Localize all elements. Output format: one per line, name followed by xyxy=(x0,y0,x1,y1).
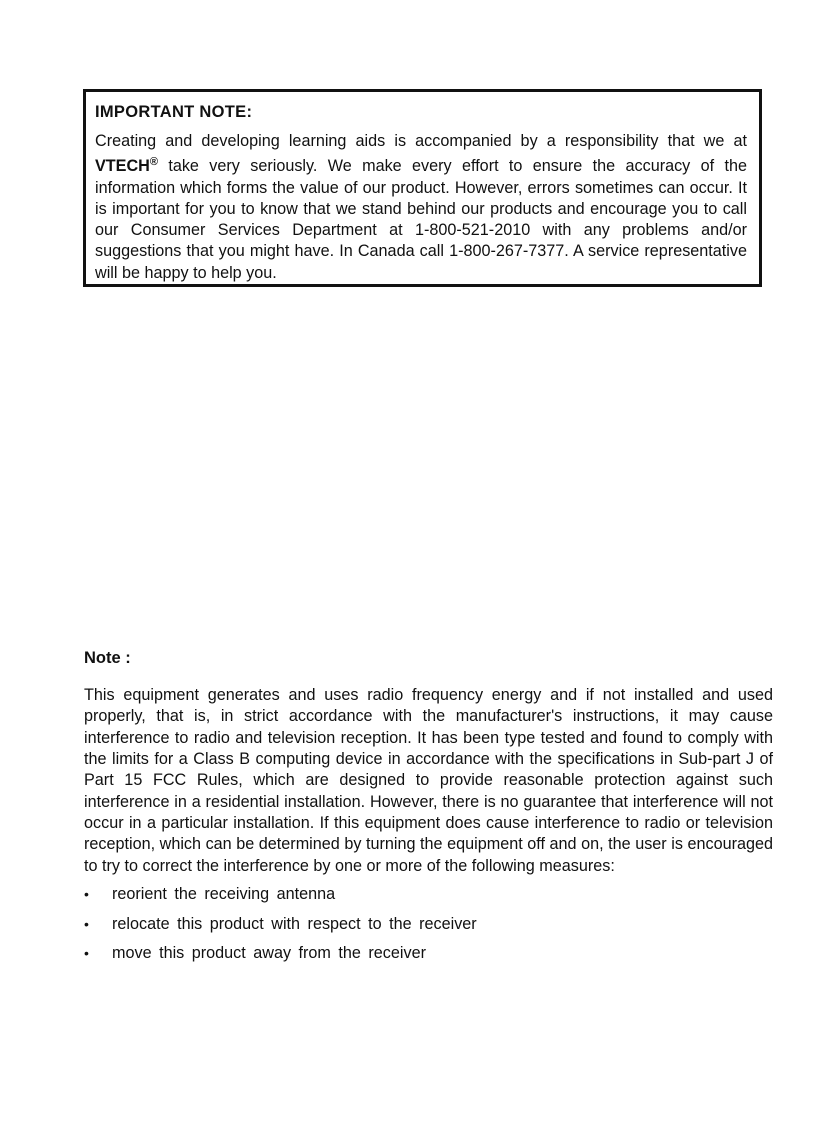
list-item xyxy=(84,910,773,939)
bullet-icon: • xyxy=(84,886,89,903)
bullet-icon: • xyxy=(84,944,89,961)
important-note-title: IMPORTANT NOTE: xyxy=(95,103,253,121)
fcc-note-body: This equipment generates and uses radio frequency energy and if not installed and used properly, that is, in strict accordance with the manufacturer's instructions, it may cause interference to radio and television reception. It has been type tested and found to comply with the limits for a Class B computing device in accordance with the specifications in Sub-part J of Part 15 FCC Rules, which are designed to provide reasonable protection against such interference in a residential installation. However, there is no guarantee that interference will not occur in a particular installation. If this equipment does cause interference to radio or television reception, which can be determined by turning the equipment off and on, the user is encouraged to try to correct the interference by one or more of the following measures: xyxy=(84,686,773,875)
fcc-note-section xyxy=(84,648,773,968)
fcc-note-title: Note : xyxy=(84,649,131,667)
important-note-body-end: take very seriously. We make every effort to ensure the accuracy of the information which forms the value of our product. However, errors sometimes can occur. It is important for you to know that we stand behind our products and encourage you to call our Consumer Services Department at 1-800-521-2010 with any problems and/or suggestions that you might have. In Canada call 1-800-267-7377. A service representative will be happy to help you. xyxy=(95,157,747,282)
measure-text: relocate this product with respect to the receiver xyxy=(112,914,477,933)
important-note-body xyxy=(95,131,747,284)
important-note-body-start: Creating and developing learning aids is accompanied by a responsibility that we at xyxy=(95,132,747,150)
brand-name: VTECH xyxy=(95,157,150,176)
measure-text: move this product away from the receiver xyxy=(112,943,426,962)
measures-list xyxy=(84,880,773,968)
bullet-icon: • xyxy=(84,915,89,932)
registered-trademark-icon: ® xyxy=(149,156,158,169)
list-item xyxy=(84,880,773,909)
measure-text: reorient the receiving antenna xyxy=(112,885,336,904)
list-item xyxy=(84,939,773,968)
important-note-box xyxy=(83,89,762,287)
